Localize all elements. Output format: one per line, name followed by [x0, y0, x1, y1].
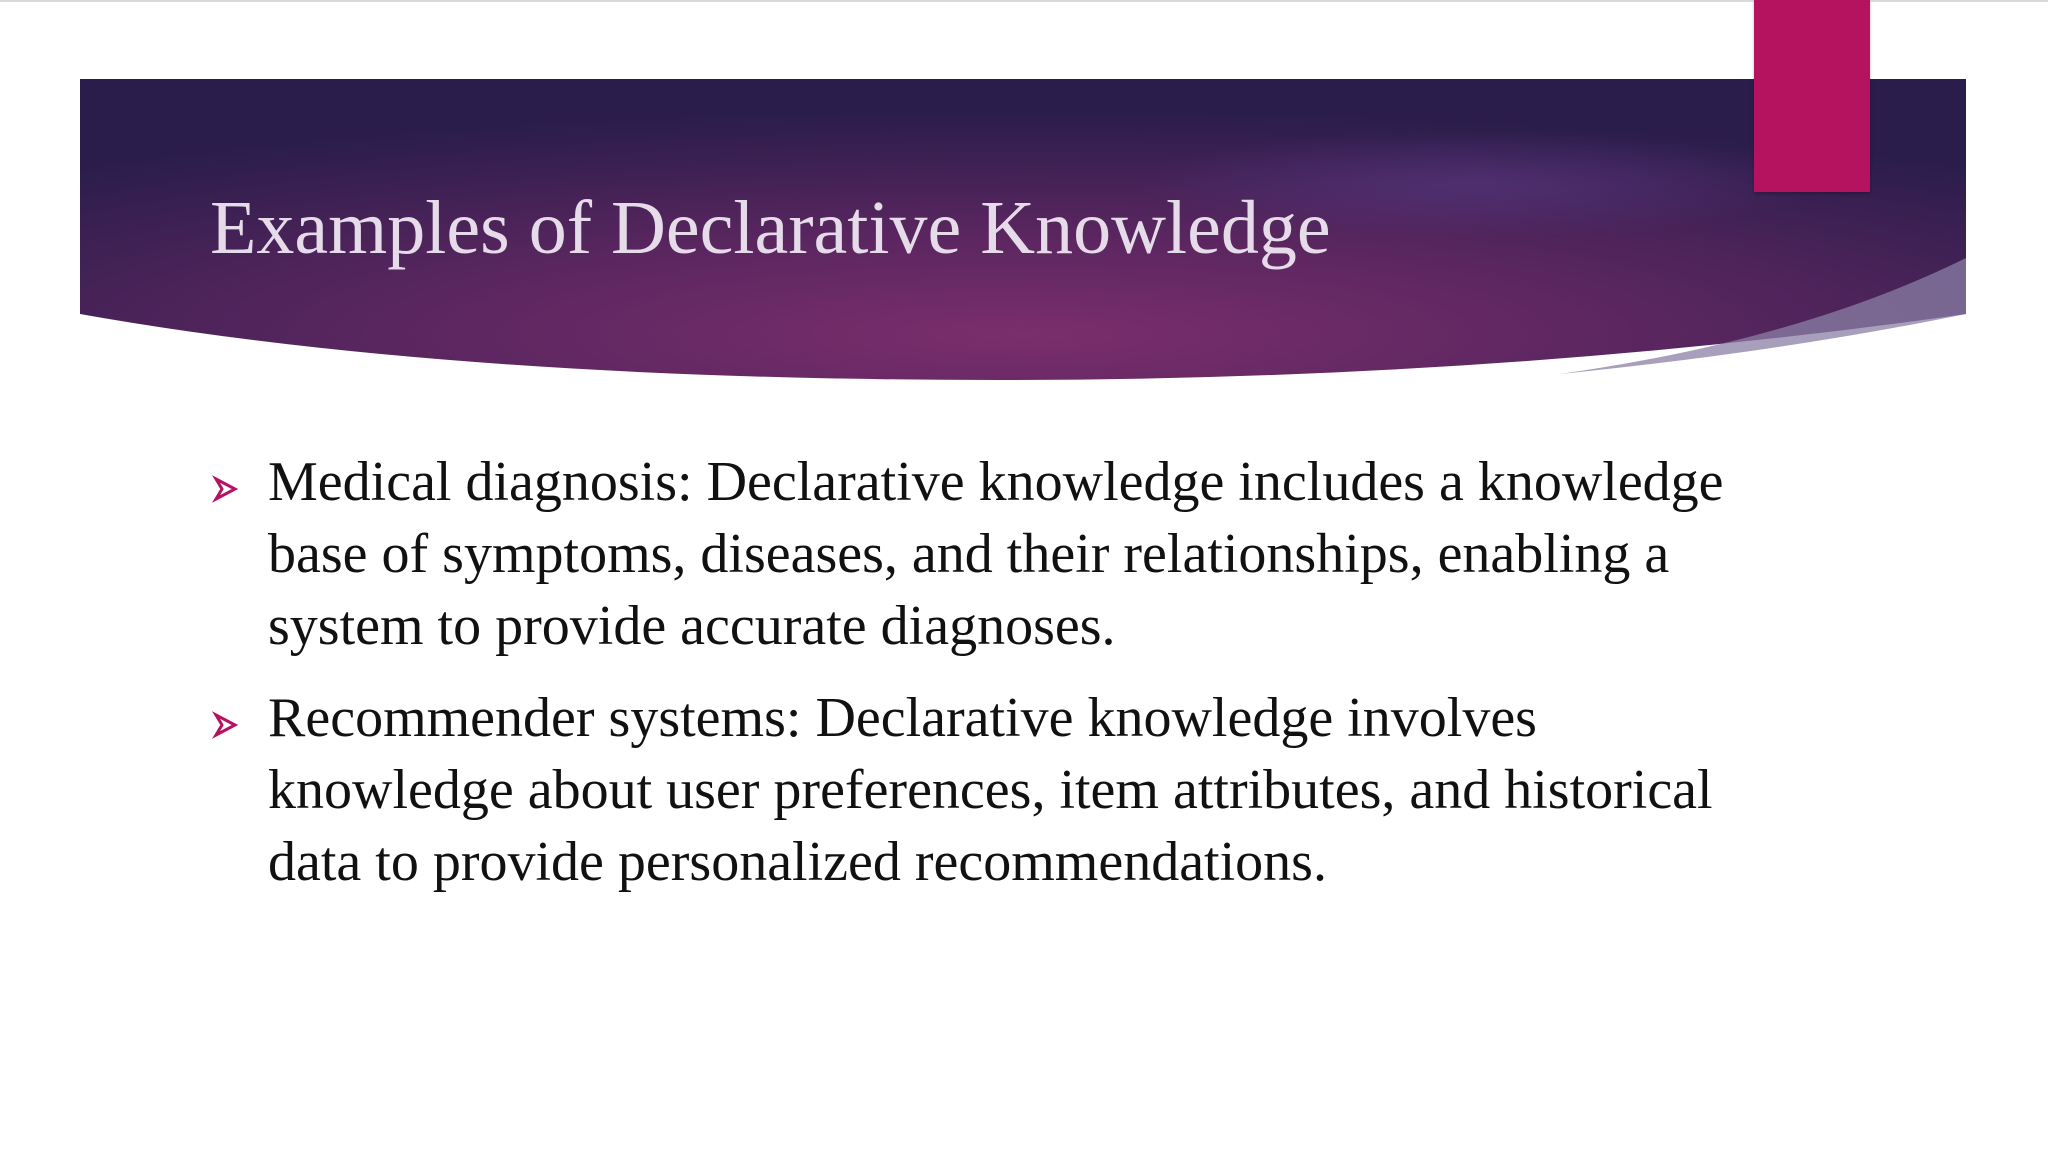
accent-tab	[1754, 0, 1870, 192]
bullet-item-medical-diagnosis	[206, 446, 1766, 662]
bullet-text: Medical diagnosis: Declarative knowledge includes a knowledge base of symptoms, diseases, and their relationships, enabling a system to provide accurate diagnoses.	[268, 451, 1724, 657]
bullet-item-recommender-systems	[206, 682, 1766, 898]
slide-title: Examples of Declarative Knowledge	[210, 186, 1331, 270]
arrowhead-bullet-icon	[210, 474, 240, 504]
bullet-list	[206, 446, 1766, 918]
arrowhead-bullet-icon	[210, 710, 240, 740]
bullet-text: Recommender systems: Declarative knowledge involves knowledge about user preferences, item attributes, and historical data to provide personalized recommendations.	[268, 687, 1713, 893]
